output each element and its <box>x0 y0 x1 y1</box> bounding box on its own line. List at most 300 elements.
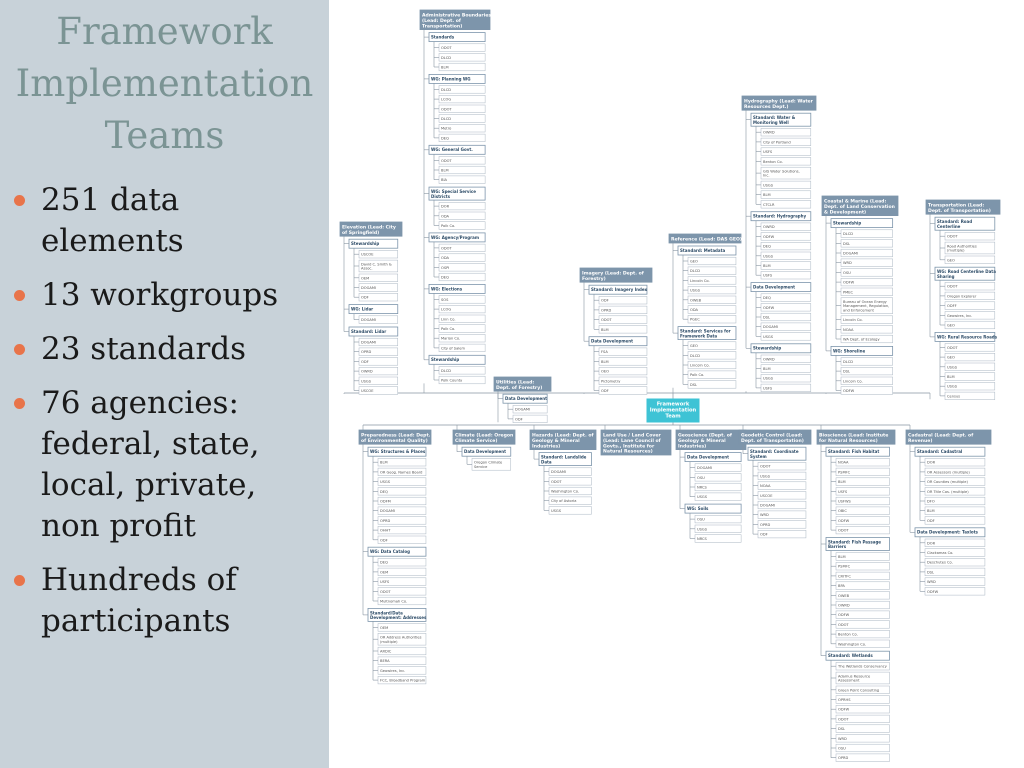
bullet-text: 76 agencies: federal, state, local, private, non profit <box>41 385 260 544</box>
team-box-label: Dept. of Transportation) <box>928 208 991 214</box>
bullet-dot-icon <box>14 195 25 206</box>
leaf-box-label: GEO <box>947 258 955 263</box>
leaf-box-label: OR Assessors (multiple) <box>927 470 970 475</box>
leaf-box-label: ODFW <box>843 389 855 393</box>
leaf-box-label: USCOE <box>760 493 773 498</box>
team-box-label: Utilities (Lead: <box>496 380 535 386</box>
leaf-box-label: Lincoln Co. <box>690 278 710 283</box>
leaf-box-label: DSL <box>843 369 851 374</box>
leaf-box-label: City of Portland <box>763 140 791 145</box>
bullet-list <box>14 180 319 655</box>
group-box-label: WG: Special Service <box>431 189 476 194</box>
bullet-dot-icon <box>14 290 25 301</box>
group-box-label: Standard: Imagery Index <box>591 287 648 293</box>
leaf-box-label: OEM <box>380 625 389 630</box>
bullet-item <box>14 275 319 316</box>
group-box-label: Development: Addresses <box>370 615 427 621</box>
leaf-box-label: BERA <box>380 659 390 664</box>
leaf-box-label: USGS <box>697 495 707 500</box>
team-box-label: Climate Service) <box>455 438 498 444</box>
leaf-box-label: (multiple) <box>947 248 965 253</box>
leaf-box-label: Adamus Resource <box>838 674 871 679</box>
team-box-label: Imagery (Lead: Dept. of <box>582 271 644 277</box>
leaf-box-label: GEO <box>947 323 955 328</box>
sidebar-panel <box>0 0 329 768</box>
leaf-box-label: Linn Co. <box>441 317 456 322</box>
group-box-label: Monitoring Well <box>753 119 789 125</box>
leaf-box-label: DSL <box>690 382 698 387</box>
leaf-box-label: DEQ <box>763 296 771 301</box>
group-box-label: System <box>750 453 767 459</box>
leaf-box-label: USGS <box>947 384 957 389</box>
leaf-box-label: USGS <box>380 480 390 485</box>
root-box-label: Team <box>665 413 681 420</box>
leaf-box-label: DSL <box>927 570 935 575</box>
leaf-box-label: DOGAMI <box>361 318 376 323</box>
team-box-label: Natural Resources) <box>603 449 653 455</box>
team-box-label: Forestry) <box>582 276 606 282</box>
team-box-label: of Environmental Quality) <box>361 438 428 444</box>
leaf-box-label: DOGAMI <box>763 325 778 330</box>
leaf-box-label: ODOT <box>441 107 452 112</box>
leaf-box-label: (multiple) <box>380 639 398 644</box>
leaf-box-label: ODFW <box>843 280 855 285</box>
leaf-box-label: OR Geog. Names Board <box>380 470 423 475</box>
leaf-box-label: ODOT <box>838 528 849 533</box>
leaf-box-label: The Wetlands Conservancy <box>838 664 887 669</box>
bullet-text: 13 workgroups <box>41 277 279 313</box>
leaf-box-label: USGS <box>947 365 957 370</box>
team-box-label: Hazards (Lead: Dept. of <box>532 433 594 439</box>
leaf-box-label: BLM <box>601 359 609 364</box>
leaf-box-label: NOAA <box>760 484 771 489</box>
leaf-box-label: DLCD <box>441 55 452 60</box>
leaf-box-label: ODF <box>601 298 609 303</box>
team-box-label: & Development) <box>824 210 867 216</box>
leaf-box-label: OSU <box>843 270 851 275</box>
leaf-box-label: OEM <box>380 570 389 575</box>
group-box-label: Data Development: Taxlots <box>917 529 978 535</box>
leaf-box-label: USCOE <box>361 252 374 257</box>
leaf-box-label: Management, Regulation, <box>843 304 890 309</box>
leaf-box-label: CRITFC <box>838 574 851 579</box>
group-box-label: Standard: Fish Passage <box>828 539 882 545</box>
team-box-label: Bioscience (Lead: Institute <box>819 433 889 439</box>
leaf-box-label: Benton Co. <box>838 632 858 637</box>
leaf-box-label: OPRD <box>361 350 372 355</box>
group-box-label: Stewardship <box>753 345 782 351</box>
leaf-box-label: OBIC <box>838 509 847 514</box>
leaf-box-label: ODOT <box>947 234 958 239</box>
team-box-label: Revenue) <box>908 438 933 444</box>
group-box-label: Data Development <box>687 454 729 460</box>
leaf-box-label: DLCD <box>441 117 452 121</box>
team-box-label: Preparedness (Lead: Dept. <box>361 433 431 439</box>
bullet-text: 23 standards <box>41 331 247 367</box>
leaf-box-label: Inc. <box>763 173 770 178</box>
leaf-box-label: Marion Co. <box>441 336 461 341</box>
team-box-label: Hydrography (Lead: Water <box>744 99 813 105</box>
leaf-box-label: WRD <box>843 261 852 266</box>
leaf-box-label: City of Astoria <box>551 499 577 504</box>
leaf-box-label: USFS <box>763 386 773 391</box>
team-box-label: of Springfield) <box>342 230 380 236</box>
group-box-label: Standard: Landslide <box>541 454 587 460</box>
leaf-box-label: ODFW <box>838 707 850 712</box>
group-box-label: Standard: Coordinate <box>750 449 799 455</box>
leaf-box-label: Lincoln Co. <box>690 363 710 368</box>
leaf-box-label: WRD <box>838 736 847 741</box>
leaf-box-label: BLM <box>763 264 771 268</box>
bullet-text: 251 data elements <box>41 182 184 259</box>
leaf-box-label: BLM <box>927 509 935 514</box>
leaf-box-label: DLCD <box>441 87 452 92</box>
leaf-box-label: ODFM <box>380 499 391 504</box>
group-box-label: WG: Soils <box>687 506 709 511</box>
leaf-box-label: DOGAMI <box>843 251 858 256</box>
leaf-box-label: SOS <box>441 297 449 302</box>
root-box-label: Framework <box>656 401 690 408</box>
team-box-label: Dept. of Transportation) <box>741 438 804 444</box>
leaf-box-label: DOGAMI <box>760 503 775 508</box>
leaf-box-label: Oregon Climate <box>474 460 503 465</box>
leaf-box-label: ODOT <box>551 479 562 484</box>
team-box-label: Coastal & Marine (Lead: <box>824 199 887 205</box>
group-box-label: Standard: Water & <box>753 115 796 121</box>
leaf-box-label: Polk County <box>441 378 463 383</box>
leaf-box-label: ODF <box>515 417 523 422</box>
leaf-box-label: BLM <box>838 480 846 485</box>
leaf-box-label: USGS <box>763 376 773 381</box>
leaf-box-label: Road Authorities <box>947 244 977 249</box>
leaf-box-label: ODFW <box>763 234 775 239</box>
team-box-label: Govts., Institute for <box>603 444 655 450</box>
leaf-box-label: ODOT <box>760 464 771 469</box>
leaf-box-label: DSL <box>763 315 771 320</box>
team-box-label: Geodetic Control (Lead: <box>741 433 803 439</box>
leaf-box-label: BLM <box>947 375 955 379</box>
leaf-box-label: DEQ <box>380 489 388 494</box>
team-box-label: Geoscience (Dept. of <box>678 433 732 439</box>
leaf-box-label: OWRD <box>763 130 775 135</box>
team-box-label: Industries) <box>532 444 561 450</box>
group-box-label: WG: Elections <box>431 286 463 292</box>
leaf-box-label: BLM <box>441 168 449 173</box>
leaf-box-label: GEO <box>690 344 698 349</box>
leaf-box-label: USGS <box>763 254 773 259</box>
leaf-box-label: Polk Co. <box>441 327 456 331</box>
leaf-box-label: USFS <box>763 150 773 155</box>
leaf-box-label: OSU <box>838 746 846 751</box>
leaf-box-label: WRD <box>760 513 769 518</box>
leaf-box-label: OWRD <box>763 357 775 362</box>
leaf-box-label: BLM <box>601 327 609 332</box>
leaf-box-label: Multnomah Co. <box>380 599 408 604</box>
leaf-box-label: Metro <box>441 126 452 131</box>
group-box-label: WG: Data Catalog <box>370 549 410 555</box>
team-box-label: Transportation (Lead: <box>928 203 985 209</box>
leaf-box-label: FSA <box>601 350 608 355</box>
leaf-box-label: OR Counties (multiple) <box>927 480 968 485</box>
team-box-label: Transportation) <box>422 24 463 30</box>
group-box-label: Sharing <box>937 273 955 279</box>
leaf-box-label: OWRD <box>763 225 775 230</box>
leaf-box-label: LCOG <box>441 97 452 102</box>
group-box-label: WG: Planning WG <box>431 76 471 82</box>
leaf-box-label: OR Address Authorities <box>380 635 422 640</box>
leaf-box-label: DLCD <box>441 368 452 373</box>
team-box-label: (Lead: Dept. of <box>422 18 461 24</box>
leaf-box-label: DOGAMI <box>361 286 376 290</box>
group-box-label: Data <box>541 459 552 465</box>
leaf-box-label: OPRD <box>380 518 391 523</box>
leaf-box-label: DEQ <box>441 136 449 141</box>
group-box-label: WG: Shoreline <box>833 348 866 354</box>
leaf-box-label: DOGAMI <box>697 466 712 471</box>
bullet-dot-icon <box>14 398 25 409</box>
leaf-box-label: OPRD <box>601 308 612 313</box>
leaf-box-label: OPRHS <box>838 698 851 702</box>
leaf-box-label: Deschutes Co. <box>927 560 953 565</box>
leaf-box-label: LCOG <box>441 307 452 312</box>
group-box-label: WG: Rural Resource Roads <box>937 334 998 340</box>
leaf-box-label: ODFW <box>763 305 775 310</box>
leaf-box-label: OSU <box>697 475 705 480</box>
leaf-box-label: OEM <box>361 276 370 281</box>
leaf-box-label: ODFW <box>838 518 850 523</box>
group-box-label: Standard: Services for <box>680 328 731 334</box>
leaf-box-label: ODOT <box>947 284 958 289</box>
group-box-label: Standard/Data <box>370 610 403 616</box>
leaf-box-label: DOR <box>927 460 936 465</box>
leaf-box-label: Green Point Consulting <box>838 688 880 693</box>
leaf-box-label: OPRD <box>838 756 849 761</box>
group-box-label: Barriers <box>828 544 847 550</box>
leaf-box-label: PSMFC <box>838 564 851 569</box>
team-box-label: Industries) <box>678 444 707 450</box>
team-box-label: Administrative Boundaries <box>422 13 492 19</box>
leaf-box-label: ODA <box>441 214 449 219</box>
leaf-box-label: ODF <box>927 518 935 523</box>
leaf-box-label: and Enforcement <box>843 308 874 313</box>
leaf-box-label: USGS <box>697 527 707 532</box>
leaf-box-label: GIS Water Solutions, <box>763 169 800 174</box>
leaf-box-label: ODOT <box>441 246 452 251</box>
leaf-box-label: OR Title Cos. (multiple) <box>927 489 969 494</box>
leaf-box-label: OSPI <box>441 265 450 270</box>
leaf-box-label: DOGAMI <box>361 340 376 345</box>
leaf-box-label: OWRD <box>838 603 850 608</box>
group-box-label: Stewardship <box>833 220 862 226</box>
leaf-box-label: ODOT <box>947 345 958 350</box>
leaf-box-label: ODOT <box>601 318 612 323</box>
org-chart <box>329 0 1024 768</box>
leaf-box-label: Census <box>947 394 961 399</box>
leaf-box-label: OWEB <box>838 593 850 598</box>
org-chart-canvas <box>329 0 1024 768</box>
leaf-box-label: OEO <box>601 369 609 374</box>
leaf-box-label: WRD <box>927 580 936 585</box>
leaf-box-label: DOGAMI <box>515 407 530 412</box>
leaf-box-label: ODF <box>361 295 369 300</box>
leaf-box-label: USCOE <box>361 389 374 393</box>
leaf-box-label: Assoc. <box>361 266 373 271</box>
leaf-box-label: PSMFC <box>838 470 851 475</box>
leaf-box-label: BLM <box>763 367 771 371</box>
leaf-box-label: Lincoln Co. <box>843 379 863 384</box>
leaf-box-label: NRCS <box>697 537 707 541</box>
leaf-box-label: Service <box>474 464 488 469</box>
leaf-box-label: DLCD <box>690 269 701 274</box>
bullet-item <box>14 180 319 262</box>
leaf-box-label: NOAA <box>843 327 854 332</box>
group-box-label: Standard: Road <box>937 219 973 225</box>
leaf-box-label: OPRD <box>760 522 771 527</box>
leaf-box-label: ODF <box>760 532 768 537</box>
leaf-box-label: ODF <box>380 538 388 543</box>
leaf-box-label: WA Dept. of Ecology <box>843 337 880 342</box>
leaf-box-label: BLM <box>441 65 449 70</box>
leaf-box-label: BLM <box>380 460 388 465</box>
group-box-label: Standard: Fish Habitat <box>828 449 880 455</box>
group-box-label: Stewardship <box>431 357 460 363</box>
leaf-box-label: USFS <box>380 580 390 585</box>
leaf-box-label: USFS <box>838 489 848 494</box>
leaf-box-label: USGS <box>361 379 371 384</box>
leaf-box-label: Benton Co. <box>763 159 783 164</box>
group-box-label: Centerline <box>937 223 961 229</box>
leaf-box-label: Lincoln Co. <box>843 318 863 323</box>
leaf-box-label: Clackamas Co. <box>927 551 954 555</box>
leaf-box-label: DLCD <box>690 353 701 358</box>
group-box-label: Standard: Lidar <box>351 328 387 334</box>
bullet-text: Hundreds of participants <box>41 562 237 639</box>
leaf-box-label: ODF <box>601 389 609 393</box>
bullet-item <box>14 560 319 642</box>
leaf-box-label: ODOT <box>441 158 452 163</box>
group-box-label: Standards <box>431 34 455 40</box>
leaf-box-label: PGEC <box>690 317 700 322</box>
team-box-label: Land Use / Land Cover <box>603 433 661 439</box>
leaf-box-label: ODFW <box>838 613 850 618</box>
group-box-label: WG: Agency/Program <box>431 234 480 240</box>
leaf-box-label: ODF <box>361 359 369 364</box>
group-box-label: Data Development <box>464 449 506 455</box>
leaf-box-label: ODOT <box>380 589 391 594</box>
team-box-label: for Natural Resources) <box>819 438 878 444</box>
leaf-box-label: City of Salem <box>441 346 465 351</box>
team-box-label: Dept. of Forestry) <box>496 385 543 391</box>
leaf-box-label: OSU <box>697 517 705 522</box>
team-box-label: Reference (Lead: DAS GEO) <box>671 237 743 243</box>
bullet-item <box>14 329 319 370</box>
leaf-box-label: Polk Co. <box>441 224 456 228</box>
group-box-label: Standard: Metadata <box>680 247 726 253</box>
leaf-box-label: OWEB <box>690 298 702 303</box>
leaf-box-label: GEO <box>690 259 698 264</box>
group-box-label: WG: General Govt. <box>431 147 473 153</box>
leaf-box-label: GEO <box>947 355 955 360</box>
leaf-box-label: DOGAMI <box>380 509 395 514</box>
leaf-box-label: OHHT <box>380 528 391 533</box>
leaf-box-label: DEQ <box>763 244 771 249</box>
leaf-box-label: USGS <box>760 474 770 479</box>
leaf-box-label: PMEC <box>843 290 854 295</box>
leaf-box-label: BPA <box>838 584 845 589</box>
leaf-box-label: DOR <box>927 541 936 546</box>
leaf-box-label: DLCD <box>843 232 854 237</box>
bullet-item <box>14 383 319 547</box>
group-box-label: Stewardship <box>351 241 380 247</box>
group-box-label: Standard: Cadastral <box>917 449 963 455</box>
leaf-box-label: Assessment <box>838 678 860 683</box>
leaf-box-label: DEQ <box>380 560 388 565</box>
group-box-label: Standard: Wetlands <box>828 653 873 659</box>
group-box-label: Data Development <box>505 396 547 402</box>
slide-title: Framework Implementation Teams <box>15 10 314 157</box>
leaf-box-label: BLM <box>838 555 846 559</box>
leaf-box-label: ARDIC <box>380 649 392 654</box>
leaf-box-label: ODOT <box>441 46 452 51</box>
leaf-box-label: CTCLR <box>763 202 775 207</box>
leaf-box-label: BLM <box>763 193 771 198</box>
leaf-box-label: Pictometry <box>601 379 621 384</box>
leaf-box-label: David C. Smith & <box>361 262 392 267</box>
team-box-label: Geology & Mineral <box>532 438 580 444</box>
leaf-box-label: ODOT <box>838 717 849 722</box>
group-box-label: Data Development <box>753 284 795 290</box>
team-box-label: Resources Dept.) <box>744 104 789 110</box>
leaf-box-label: DSL <box>843 241 851 246</box>
leaf-box-label: USFWS <box>838 499 851 504</box>
group-box-label: WG: Road Centerline Data <box>937 269 996 275</box>
group-box-label: WG: Structures & Places <box>370 449 426 455</box>
leaf-box-label: DLCD <box>843 359 854 364</box>
team-box-label: (Lead: Lane Council of <box>603 438 661 444</box>
team-box-label: Elevation (Lead: City <box>342 225 396 231</box>
group-box-label: Districts <box>431 193 450 199</box>
group-box-label: Framework Data <box>680 333 718 339</box>
leaf-box-label: USGS <box>763 183 773 188</box>
leaf-box-label: Geowires, Inc. <box>947 313 973 318</box>
team-box-label: Dept. of Land Conservation <box>824 204 895 210</box>
leaf-box-label: Washington Co. <box>838 642 867 647</box>
leaf-box-label: ODFF <box>947 304 957 309</box>
leaf-box-label: USFS <box>763 273 773 278</box>
leaf-box-label: DOGAMI <box>551 470 566 475</box>
leaf-box-label: DEQ <box>441 275 449 280</box>
leaf-box-label: Bureau of Ocean Energy <box>843 300 887 304</box>
root-box-label: Implementation <box>649 407 697 414</box>
group-box-label: Data Development <box>591 338 633 344</box>
leaf-box-label: ODFW <box>927 589 939 594</box>
team-box-label: Climate (Lead: Oregon <box>455 433 514 439</box>
leaf-box-label: ODA <box>690 308 698 312</box>
bullet-dot-icon <box>14 344 25 355</box>
leaf-box-label: USGS <box>551 508 561 513</box>
leaf-box-label: NRCS <box>697 485 707 490</box>
leaf-box-label: OWRD <box>361 369 373 374</box>
leaf-box-label: USGS <box>690 288 700 293</box>
leaf-box-label: Washington Co. <box>551 489 580 494</box>
leaf-box-label: ODA <box>441 256 449 261</box>
leaf-box-label: Geowires, Inc. <box>380 668 406 673</box>
team-box-label: Cadastral (Lead: Dept. of <box>908 433 974 439</box>
leaf-box-label: ODOT <box>838 622 849 627</box>
leaf-box-label: DSL <box>838 727 846 732</box>
leaf-box-label: NOAA <box>838 460 849 465</box>
team-box-label: Geology & Mineral <box>678 438 726 444</box>
